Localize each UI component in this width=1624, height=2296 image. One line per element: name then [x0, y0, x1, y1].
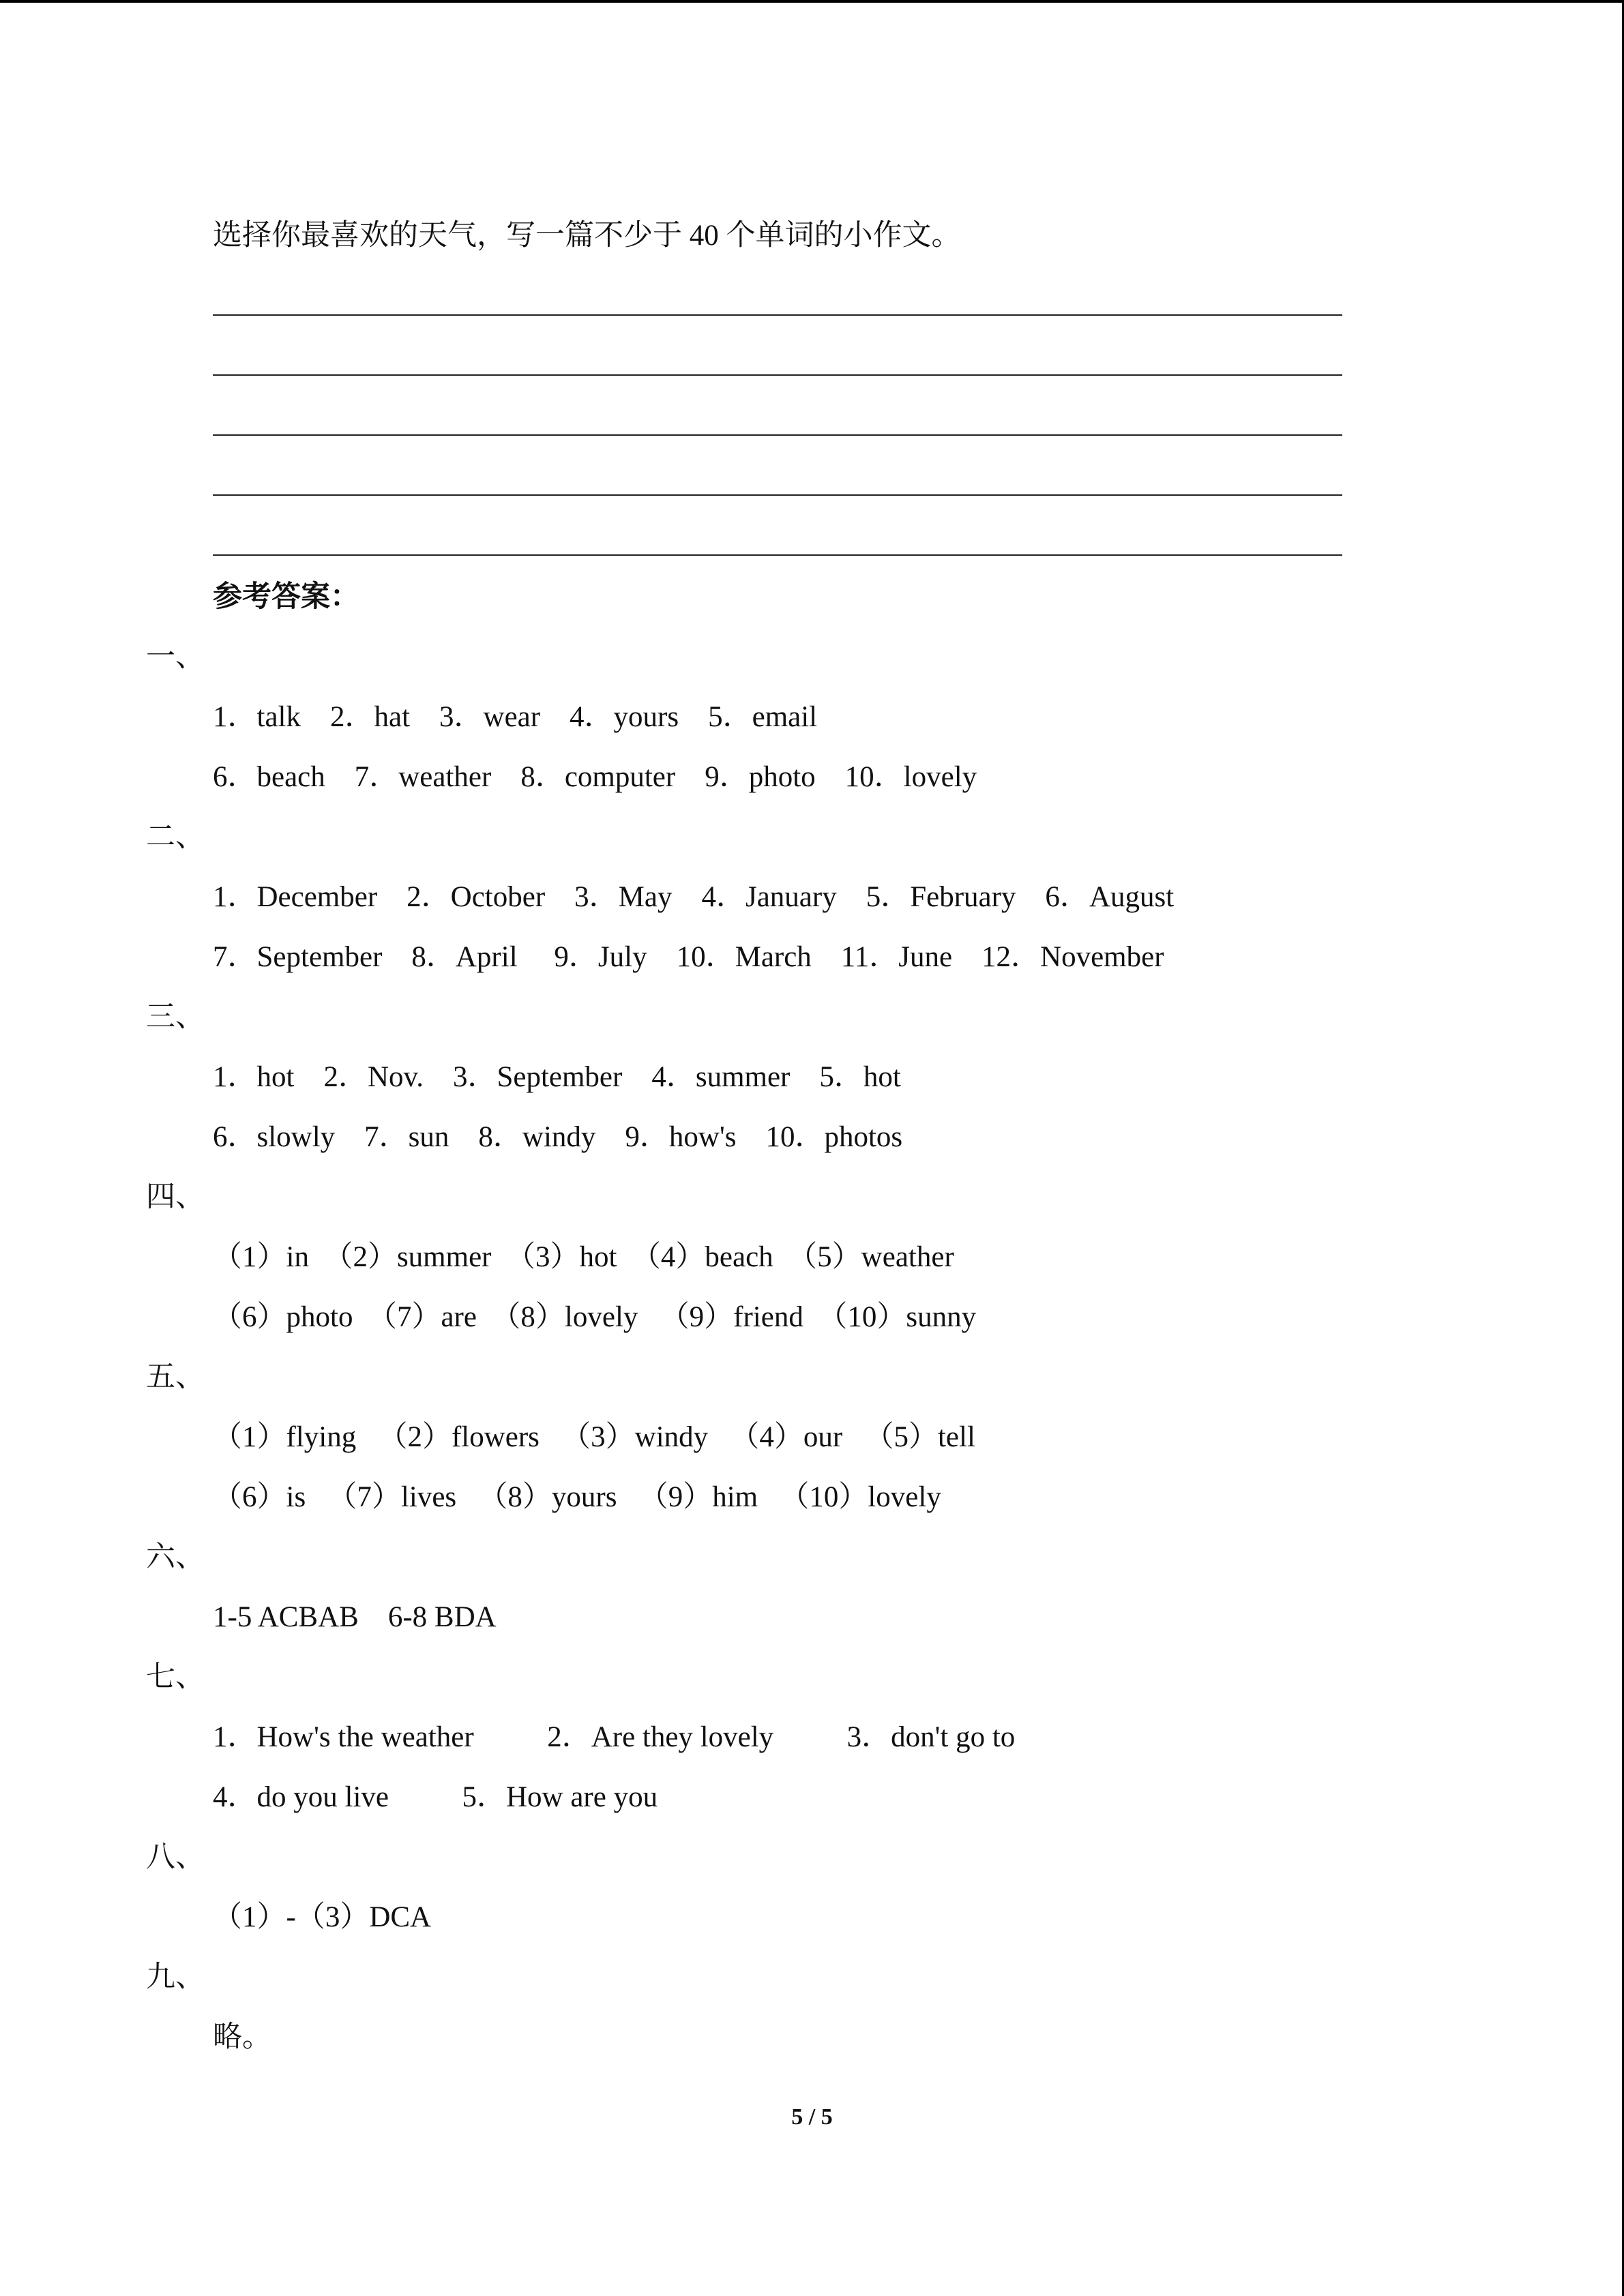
- answer-line: 1．hot 2．Nov. 3．September 4．summer 5．hot: [213, 1061, 901, 1093]
- section-label-5: 五、: [146, 1361, 205, 1393]
- writing-prompt: 选择你最喜欢的天气，写一篇不少于 40 个单词的小作文。: [213, 220, 961, 252]
- answer-line: 1．talk 2．hat 3．wear 4．yours 5．email: [213, 701, 818, 733]
- section-label-7: 七、: [146, 1661, 205, 1693]
- page-number: 5 / 5: [791, 2104, 833, 2130]
- section-label-6: 六、: [146, 1541, 205, 1573]
- answers-title: 参考答案：: [213, 581, 359, 613]
- answer-line: 4．do you live 5．How are you: [213, 1781, 658, 1813]
- writing-line-3: [213, 434, 1342, 436]
- answer-line: 1．How's the weather 2．Are they lovely 3．don't go to: [213, 1721, 1016, 1753]
- page-top-border: [0, 0, 1624, 3]
- answer-line: （1）in （2）summer （3）hot （4）beach （5）weather: [213, 1241, 954, 1273]
- section-label-1: 一、: [146, 641, 205, 673]
- answer-line: 1-5 ACBAB 6-8 BDA: [213, 1601, 497, 1633]
- answer-line: （1）-（3）DCA: [213, 1901, 432, 1933]
- writing-line-5: [213, 554, 1342, 556]
- section-label-8: 八、: [146, 1841, 205, 1873]
- writing-line-2: [213, 374, 1342, 376]
- answer-line: （6）photo （7）are （8）lovely （9）friend （10）sunny: [213, 1301, 977, 1333]
- answer-line: 7．September 8．April 9．July 10．March 11．June 12．November: [213, 941, 1164, 973]
- section-label-3: 三、: [146, 1001, 205, 1033]
- answer-line: （1）flying （2）flowers （3）windy （4）our （5）tell: [213, 1421, 975, 1453]
- answer-line: 6．beach 7．weather 8．computer 9．photo 10．lovely: [213, 761, 977, 793]
- answer-line: 1．December 2．October 3．May 4．January 5．February 6．August: [213, 881, 1175, 913]
- answer-line: 6．slowly 7．sun 8．windy 9．how's 10．photos: [213, 1121, 903, 1153]
- answer-line: 略。: [213, 2021, 271, 2053]
- answer-line: （6）is （7）lives （8）yours （9）him （10）lovely: [213, 1481, 941, 1513]
- section-label-9: 九、: [146, 1961, 205, 1993]
- writing-line-1: [213, 314, 1342, 316]
- section-label-2: 二、: [146, 821, 205, 853]
- writing-line-4: [213, 494, 1342, 496]
- section-label-4: 四、: [146, 1181, 205, 1213]
